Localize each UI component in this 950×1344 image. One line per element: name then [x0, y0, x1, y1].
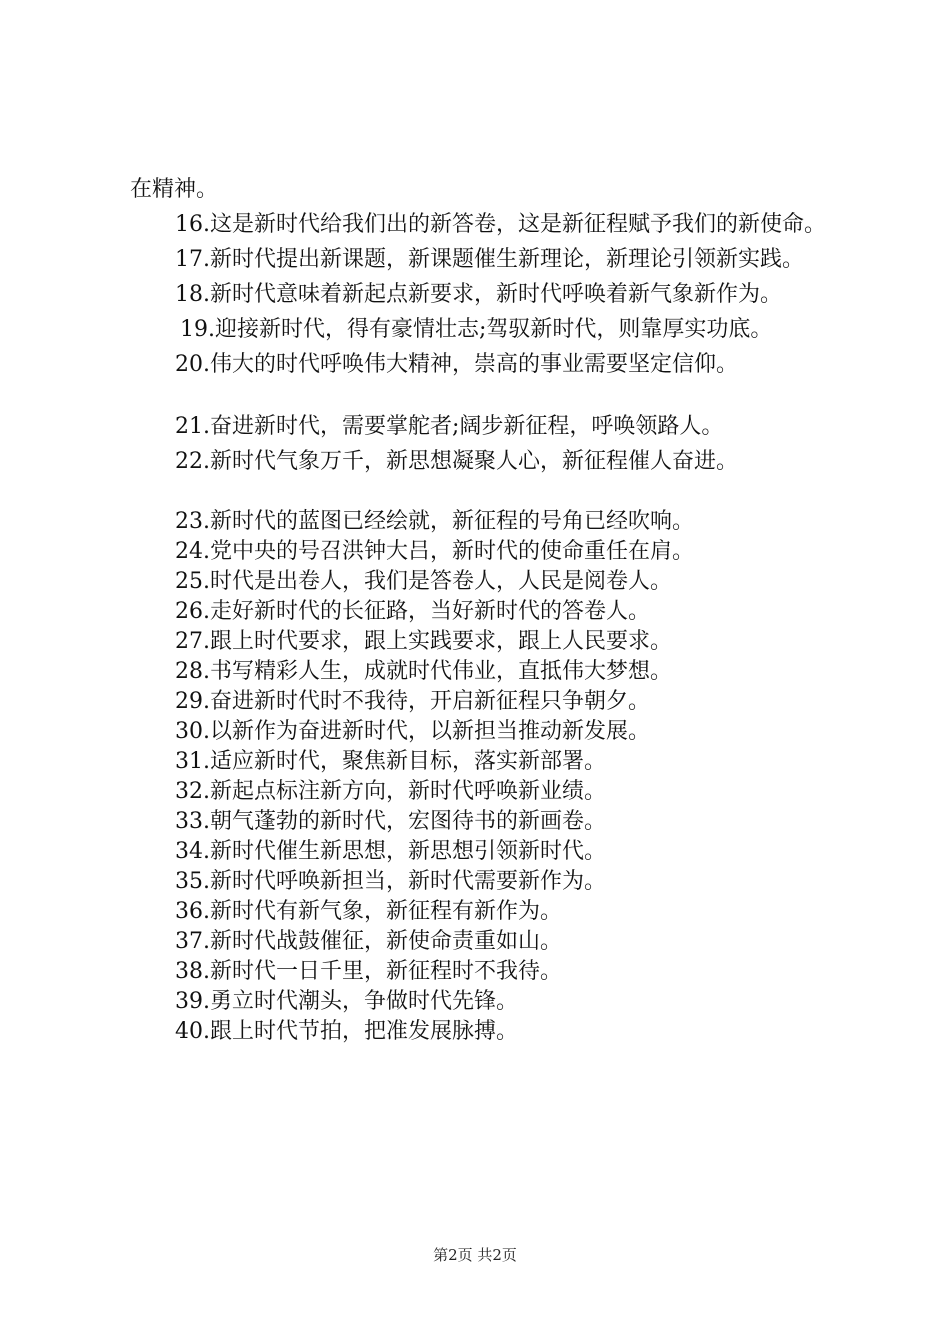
list-item: 28.书写精彩人生，成就时代伟业，直抵伟大梦想。	[175, 659, 672, 684]
list-item: 29.奋进新时代时不我待，开启新征程只争朝夕。	[175, 689, 650, 714]
list-item: 26.走好新时代的长征路，当好新时代的答卷人。	[175, 599, 650, 624]
list-item: 23.新时代的蓝图已经绘就，新征程的号角已经吹响。	[175, 509, 694, 534]
slogan-list	[130, 507, 835, 1047]
list-item: 24.党中央的号召洪钟大吕，新时代的使命重任在肩。	[175, 539, 694, 564]
list-item: 31.适应新时代，聚焦新目标，落实新部署。	[175, 749, 606, 774]
paragraph-22: 22.新时代气象万千，新思想凝聚人心，新征程催人奋进。	[175, 449, 738, 474]
list-item: 39.勇立时代潮头，争做时代先锋。	[175, 989, 518, 1014]
list-item: 25.时代是出卷人，我们是答卷人，人民是阅卷人。	[175, 569, 672, 594]
list-item: 30.以新作为奋进新时代，以新担当推动新发展。	[175, 719, 650, 744]
paragraph-21: 21.奋进新时代，需要掌舵者;阔步新征程，呼唤领路人。	[175, 414, 724, 439]
list-item: 36.新时代有新气象，新征程有新作为。	[175, 899, 562, 924]
document-body	[130, 172, 835, 1047]
paragraph-20: 20.伟大的时代呼唤伟大精神，崇高的事业需要坚定信仰。	[175, 352, 738, 377]
list-item: 33.朝气蓬勃的新时代，宏图待书的新画卷。	[175, 809, 606, 834]
page-footer: 第2页 共2页	[433, 1246, 517, 1264]
list-item: 27.跟上时代要求，跟上实践要求，跟上人民要求。	[175, 629, 672, 654]
paragraph-16: 16.这是新时代给我们出的新答卷，这是新征程赋予我们的新使命。	[175, 212, 826, 237]
list-item: 40.跟上时代节拍，把准发展脉搏。	[175, 1019, 518, 1044]
paragraph-19: 19.迎接新时代，得有豪情壮志;驾驭新时代，则靠厚实功底。	[180, 317, 773, 342]
paragraph-17: 17.新时代提出新课题，新课题催生新理论，新理论引领新实践。	[175, 247, 804, 272]
paragraph-18: 18.新时代意味着新起点新要求，新时代呼唤着新气象新作为。	[175, 282, 782, 307]
list-item: 35.新时代呼唤新担当，新时代需要新作为。	[175, 869, 606, 894]
list-item: 34.新时代催生新思想，新思想引领新时代。	[175, 839, 606, 864]
list-item: 32.新起点标注新方向，新时代呼唤新业绩。	[175, 779, 606, 804]
paragraph-continuation: 在精神。	[130, 177, 219, 202]
list-item: 37.新时代战鼓催征，新使命责重如山。	[175, 929, 562, 954]
list-item: 38.新时代一日千里，新征程时不我待。	[175, 959, 562, 984]
